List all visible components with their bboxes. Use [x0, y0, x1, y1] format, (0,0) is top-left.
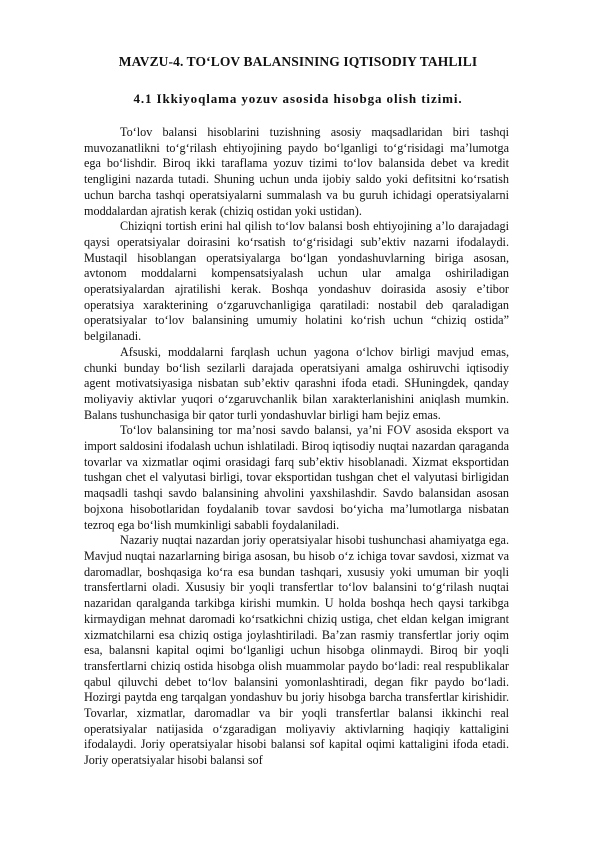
paragraph: Chiziqni tortish erini hal qilish to‘lov balansi bosh ehtiyojining a’lo darajadagi qaysi operatsiyalar doirasini ko‘rsatish to‘g‘risidagi sub’ektiv nazarni ifodalaydi. Mustaqil hisoblangan operatsiyalarga bo‘lgan yondashuvlarning biriga asosan, avtonom moddalarni kompensatsiyalash uchun ular amalga oshiriladigan operatsiyalardan ajratilishi kerak. Boshqa yondashuv doirasida asosiy e’tibor operatsiya xarakterining o‘zgaruvchanligiga qaratiladi: nostabil deb qaraladigan operatsiyalar to‘lov balansining umumiy holatini ko‘rish uchun “chiziq ostida” belgilanadi. [84, 219, 509, 344]
section-heading: 4.1 Ikkiyoqlama yozuv asosida hisobga olish tizimi. [133, 91, 463, 106]
paragraph: Afsuski, moddalarni farqlash uchun yagona o‘lchov birligi mavjud emas, chunki bunday bo‘lish sezilarli darajada operatsiyani amalga oshiruvchi iqtisodiy agent motivatsiyasiga nisbatan sub’ektiv qarashni ifoda etadi. SHuningdek, qanday moliyaviy aktivlar yuqori o‘zgaruvchanlik bilan xarakterlanishini aniqlash mumkin. Balans tushunchasiga bir qator turli yondashuvlar birligi ham bejiz emas. [84, 344, 509, 422]
paragraph: Nazariy nuqtai nazardan joriy operatsiyalar hisobi tushunchasi ahamiyatga ega. Mavjud nuqtai nazarlarning biriga asosan, bu hisob o‘z ichiga tovar savdosi, xizmat va daromadlar, boshqasiga ko‘ra esa bundan tashqari, xususiy yoki umuman bir yoqli transfertlarni oladi. Xususiy bir yoqli transfertlar to‘lov balansini to‘g‘rilash nuqtai nazaridan qaralganda tarkibga kirishi mumkin. U holda boshqa hech qaysi tarkibga kirmaydigan mehnat daromadi ko‘rsatkichni chiziq ustiga, chet eldan kelgan imigrant xizmatchilarni esa chiziq ostiga joylashtiriladi. Ba’zan rasmiy transfertlar joriy oqim esa, balansni kapital oqimi bo‘lganligi uchun hisobga olinmaydi. Biroq bir yoqli transfertlarni chiziq ostida hisobga olish muammolar paydo bo‘ladi: real respublikalar qabul qiluvchi debet to‘lov balansini yomonlashtiradi, degan fikr paydo bo‘ladi. Hozirgi paytda eng tarqalgan yondashuv bu joriy hisobga barcha transfertlar kirishidir. Tovarlar, xizmatlar, daromadlar va bir yoqli transfertlar balansi ikkinchi real operatsiyalar natijasida o‘zgaradigan moliyaviy aktivlarning haqiqiy kattaligini ifodalaydi. Joriy operatsiyalar hisobi balansi sof kapital oqimi kattaligini ifoda etadi. Joriy operatsiyalar hisobi balansi sof [84, 533, 509, 768]
document-body [84, 125, 509, 769]
page-title: MAVZU-4. TO‘LOV BALANSINING IQTISODIY TAHLILI [118, 54, 478, 69]
paragraph: To‘lov balansi hisoblarini tuzishning asosiy maqsadlaridan biri tashqi muvozanatlikni to‘g‘rilash ehtiyojining paydo bo‘lganligi to‘g‘risidagi ma’lumotga ega bo‘lishdir. Biroq ikki taraflama yozuv tizimi to‘lov balansida debet va kredit tengligini nazarda tutadi. Shuning uchun unda ijobiy saldo yoki defitsitni ko‘rsatish uchun barcha tashqi operatsiyalarni summalash va bu guruh ichidagi operatsiyalarni moddalardan ajratish kerak (chiziq ostidan yoki ustidan). [84, 125, 509, 218]
paragraph: To‘lov balansining tor ma’nosi savdo balansi, ya’ni FOV asosida eksport va import saldosini ifodalash uchun ishlatiladi. Biroq iqtisodiy nuqtai nazardan qaraganda tovarlar va xizmatlar oqimi orasidagi farq sub’ektiv hisoblanadi. Xizmat eksportidan tushgan chet el valyutasi birligi, tovar eksportidan tushgan chet el valyutasi birligidan maqsadli tashqi savdo balansining ahvolini yaxshilashdir. Savdo balansidan asosan bojxona hisobotlaridan foydalanib tovar savdosi bo‘yicha ma’lumotlarga nisbatan tezroq ega bo‘lish mumkinligi sababli foydalaniladi. [84, 423, 509, 532]
